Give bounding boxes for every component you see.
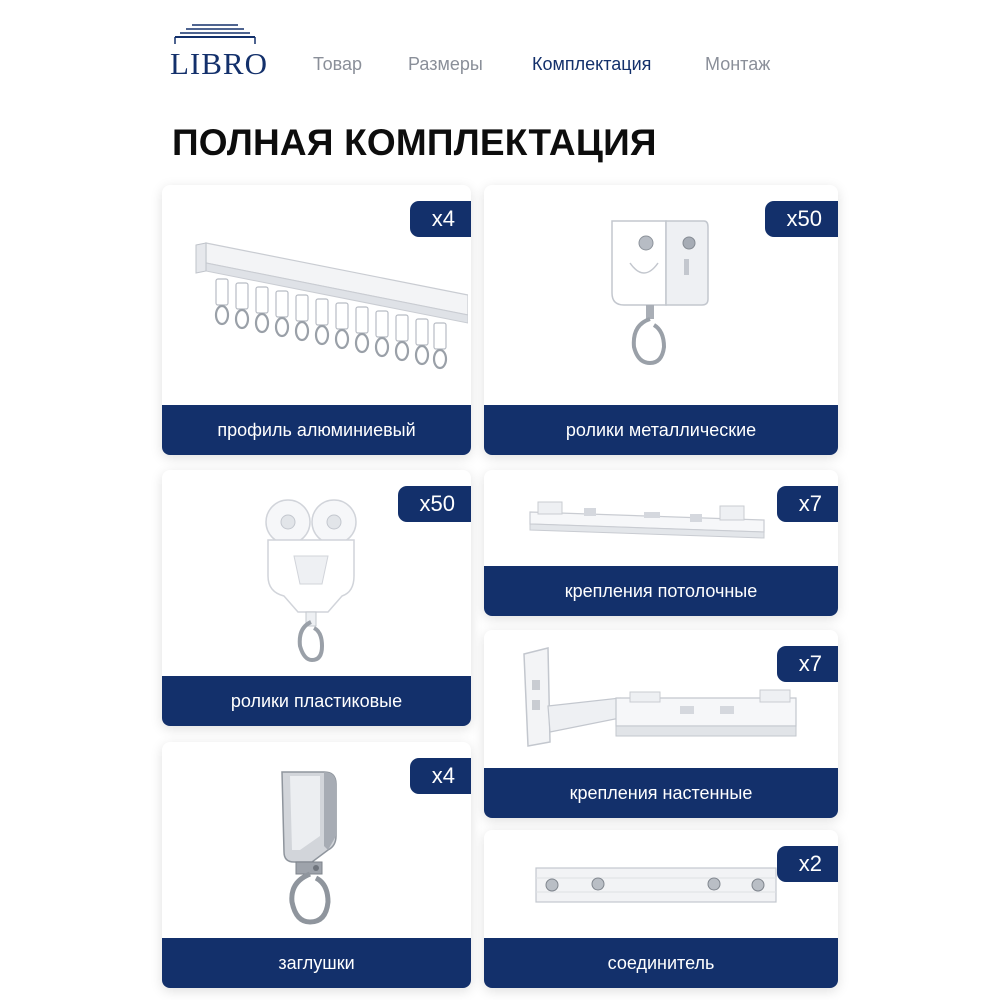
item-caption: ролики пластиковые <box>162 676 471 726</box>
item-caption: заглушки <box>162 938 471 988</box>
quantity-badge: x7 <box>777 486 838 522</box>
item-card-connector[interactable] <box>484 830 838 988</box>
end-cap-icon <box>270 766 360 932</box>
metal-roller-icon <box>604 213 714 383</box>
libro-logo[interactable] <box>170 20 268 81</box>
quantity-badge: x4 <box>410 201 471 237</box>
item-caption: крепления настенные <box>484 768 838 818</box>
quantity-badge: x7 <box>777 646 838 682</box>
item-card-ceiling-brackets[interactable] <box>484 470 838 616</box>
item-card-profile[interactable] <box>162 185 471 455</box>
plastic-roller-icon <box>258 496 368 662</box>
quantity-badge: x50 <box>765 201 838 237</box>
item-caption: соединитель <box>484 938 838 988</box>
aluminium-profile-icon <box>188 233 468 373</box>
wall-bracket-icon <box>520 646 804 750</box>
quantity-badge: x50 <box>398 486 471 522</box>
item-caption: крепления потолочные <box>484 566 838 616</box>
item-card-end-caps[interactable] <box>162 742 471 988</box>
item-card-wall-brackets[interactable] <box>484 630 838 818</box>
logo-text: LIBRO <box>170 46 268 81</box>
nav-tab-komplektaciya[interactable]: Комплектация <box>532 54 652 74</box>
page-title: ПОЛНАЯ КОМПЛЕКТАЦИЯ <box>172 122 657 163</box>
quantity-badge: x4 <box>410 758 471 794</box>
connector-icon <box>534 864 780 906</box>
nav-tab-montazh[interactable]: Монтаж <box>705 54 771 74</box>
quantity-badge: x2 <box>777 846 838 882</box>
item-card-plastic-rollers[interactable] <box>162 470 471 726</box>
nav-tab-razmery[interactable]: Размеры <box>408 54 483 74</box>
item-caption: ролики металлические <box>484 405 838 455</box>
site-header <box>0 0 1000 110</box>
item-caption: профиль алюминиевый <box>162 405 471 455</box>
item-card-metal-rollers[interactable] <box>484 185 838 455</box>
nav-tab-tovar[interactable]: Товар <box>313 54 362 74</box>
ceiling-bracket-icon <box>524 498 774 546</box>
